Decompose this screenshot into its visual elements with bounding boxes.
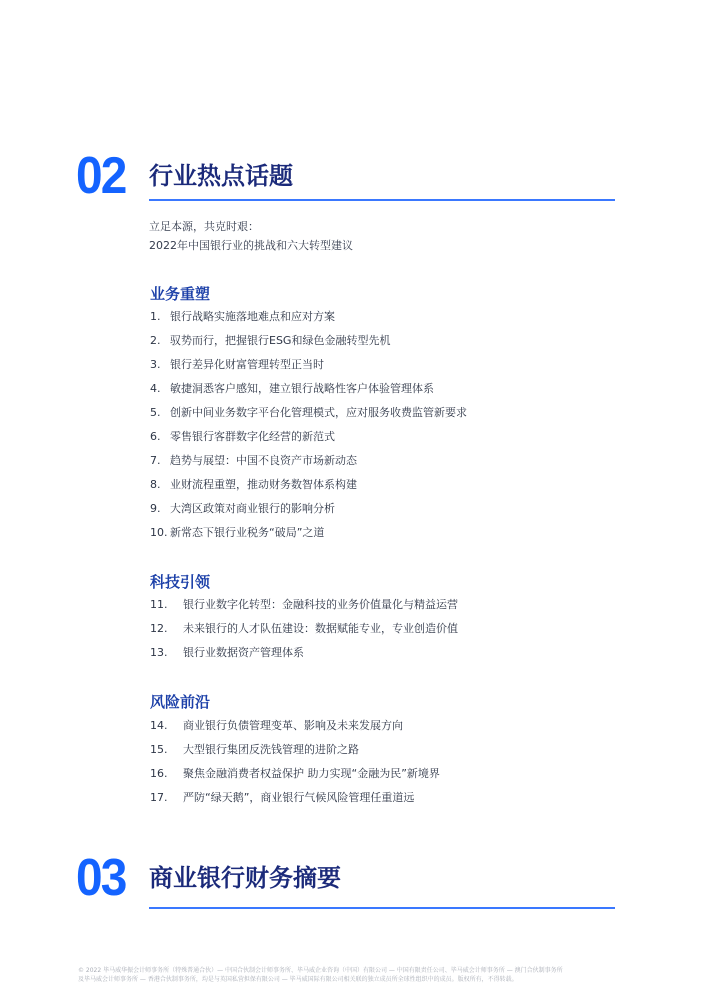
list-item[interactable]: 11. 银行业数字化转型：金融科技的业务价值量化与精益运营 [150,598,458,611]
list-item[interactable]: 3. 银行差异化财富管理转型正当时 [150,358,324,371]
list-item[interactable]: 13. 银行业数据资产管理体系 [150,646,304,659]
list-item[interactable]: 1. 银行战略实施落地难点和应对方案 [150,310,335,323]
list-item[interactable]: 17. 严防“绿天鹅”，商业银行气候风险管理任重道远 [150,791,415,804]
group-title-risk: 风险前沿 [150,693,211,711]
section-02-intro [149,217,353,255]
technology-topic-list [150,593,458,665]
list-item[interactable]: 7. 趋势与展望：中国不良资产市场新动态 [150,454,357,467]
intro-line-1: 立足本源，共克时艰： [149,220,259,233]
copyright-footer [78,966,678,984]
group-title-technology: 科技引领 [150,573,211,591]
intro-line-2: 2022年中国银行业的挑战和六大转型建议 [149,239,353,252]
list-item[interactable]: 6. 零售银行客群数字化经营的新范式 [150,430,335,443]
footer-line-1: © 2022 毕马威华振会计师事务所（特殊普通合伙）— 中国合伙制会计师事务所、毕马威企业咨询（中国）有限公司 — 中国有限责任公司、毕马威会计师事务所 — 澳门合伙制事务所 [78,967,563,974]
list-item[interactable]: 9. 大湾区政策对商业银行的影响分析 [150,502,335,515]
section-02-title: 行业热点话题 [149,162,293,190]
list-item[interactable]: 10. 新常态下银行业税务“破局”之道 [150,526,325,539]
section-02-rule [149,199,615,201]
business-topic-list [150,305,467,545]
list-item[interactable]: 16. 聚焦金融消费者权益保护 助力实现“金融为民”新境界 [150,767,440,780]
group-title-business: 业务重塑 [150,285,211,303]
section-03-title: 商业银行财务摘要 [149,864,341,892]
section-03-rule [149,907,615,909]
list-item[interactable]: 8. 业财流程重塑，推动财务数智体系构建 [150,478,357,491]
list-item[interactable]: 15. 大型银行集团反洗钱管理的进阶之路 [150,743,359,756]
risk-topic-list [150,714,440,810]
list-item[interactable]: 12. 未来银行的人才队伍建设：数据赋能专业，专业创造价值 [150,622,458,635]
section-03-number: 03 [76,849,126,907]
list-item[interactable]: 2. 驭势而行，把握银行ESG和绿色金融转型先机 [150,334,391,347]
list-item[interactable]: 4. 敏捷洞悉客户感知，建立银行战略性客户体验管理体系 [150,382,434,395]
section-02-number: 02 [76,147,126,205]
list-item[interactable]: 5. 创新中间业务数字平台化管理模式，应对服务收费监管新要求 [150,406,467,419]
footer-line-2: 及毕马威会计师事务所 — 香港合伙制事务所，均是与英国私营担保有限公司 — 毕马威国际有限公司相关联的独立成员所全球性组织中的成员。版权所有，不得转载。 [78,976,518,983]
list-item[interactable]: 14. 商业银行负债管理变革、影响及未来发展方向 [150,719,403,732]
